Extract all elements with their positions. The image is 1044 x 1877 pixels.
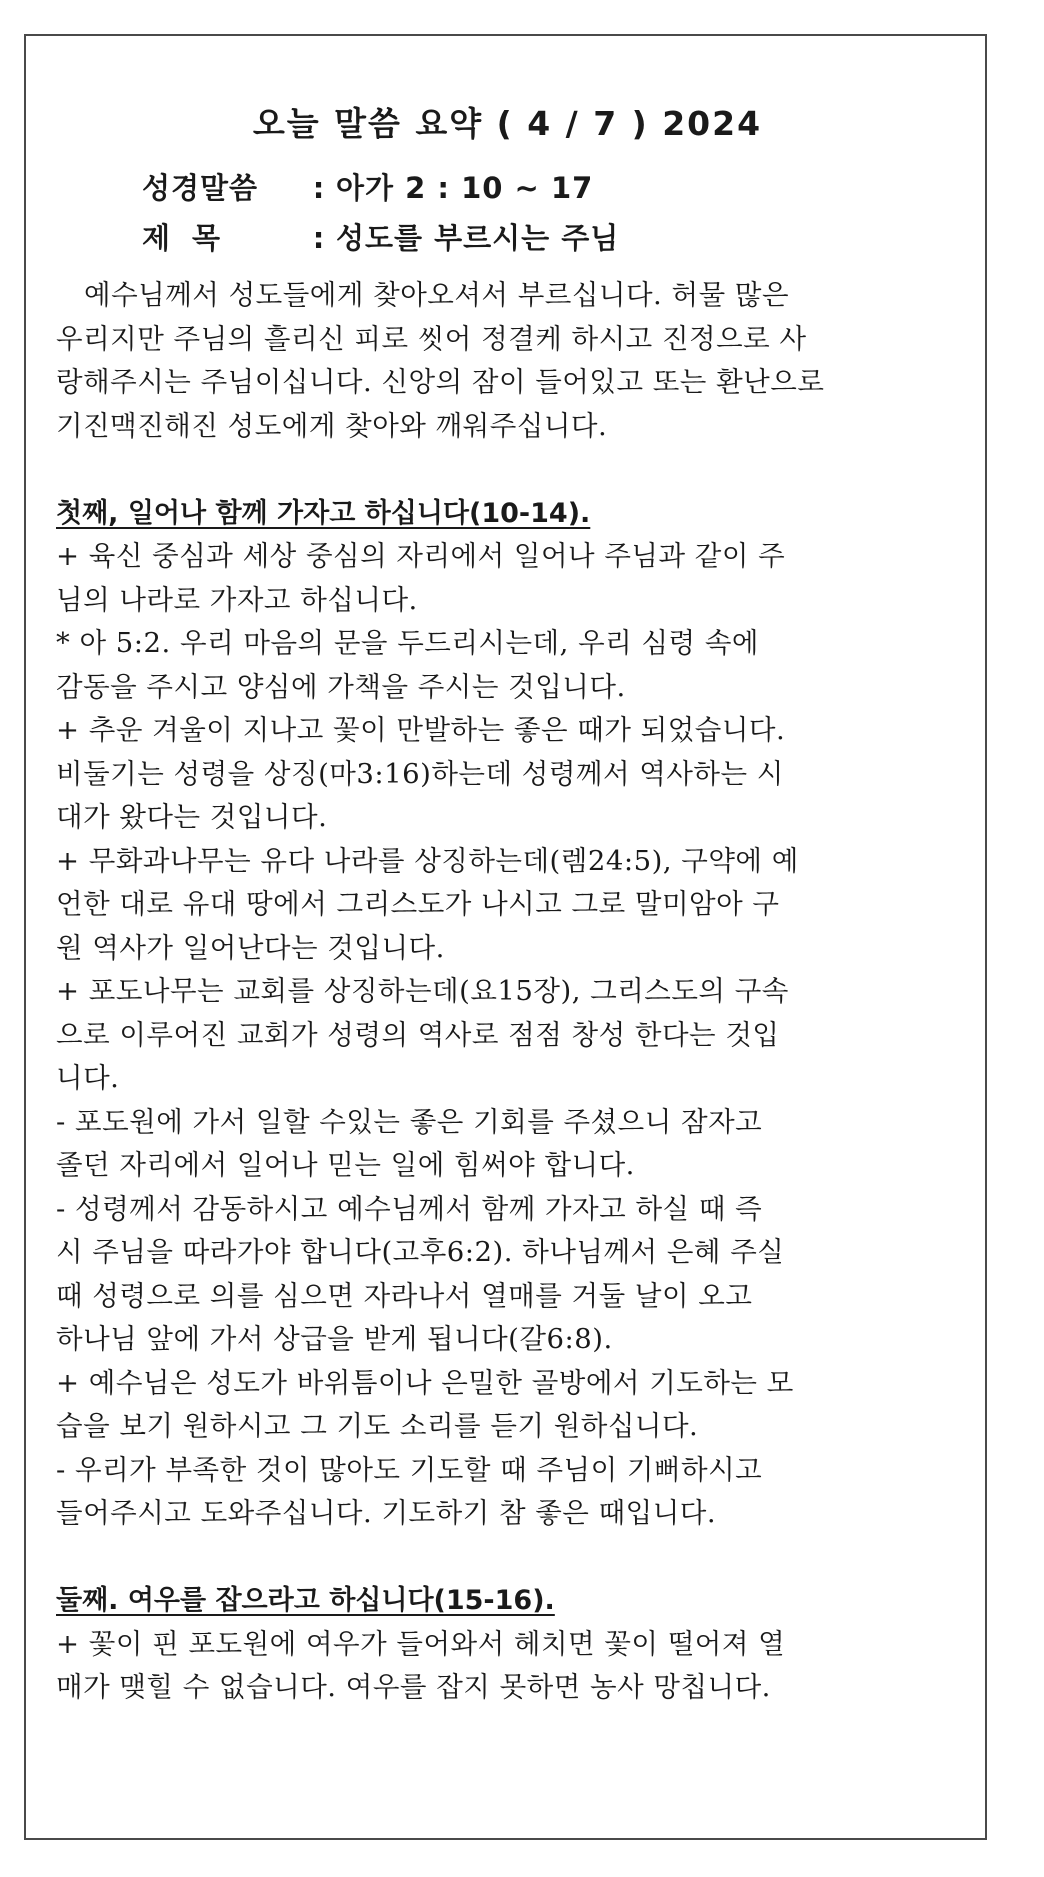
- section1-line: + 육신 중심과 세상 중심의 자리에서 일어나 주님과 같이 주: [56, 540, 786, 572]
- section1-line: 님의 나라로 가자고 하십니다.: [56, 583, 418, 616]
- document-frame: [24, 34, 987, 1840]
- scripture-colon: :: [312, 171, 326, 205]
- section1-line: + 추운 겨울이 지나고 꽃이 만발하는 좋은 때가 되었습니다.: [56, 714, 786, 746]
- subject-value: 성도를 부르시는 주님: [336, 221, 620, 255]
- section1-line: 하나님 앞에 가서 상급을 받게 됩니다(갈6:8).: [56, 1323, 613, 1355]
- section1-line: * 아 5:2. 우리 마음의 문을 두드리시는데, 우리 심령 속에: [56, 627, 759, 659]
- section1-line: - 우리가 부족한 것이 많아도 기도할 때 주님이 기뻐하시고: [56, 1453, 763, 1486]
- section1-heading-text: 첫째, 일어나 함께 가자고 하십니다(10-14).: [56, 497, 591, 529]
- section1-line: 으로 이루어진 교회가 성령의 역사로 점점 창성 한다는 것입: [56, 1018, 780, 1051]
- section1-line: + 예수님은 성도가 바위틈이나 은밀한 골방에서 기도하는 모: [56, 1366, 794, 1399]
- section1-line: 언한 대로 유대 땅에서 그리스도가 나시고 그로 말미암아 구: [56, 888, 780, 920]
- section1-line: 때 성령으로 의를 심으면 자라나서 열매를 거둘 날이 오고: [56, 1279, 753, 1312]
- section1-line: 대가 왔다는 것입니다.: [56, 801, 328, 833]
- section1-line: 졸던 자리에서 일어나 믿는 일에 힘써야 합니다.: [56, 1149, 635, 1181]
- scripture-line: [142, 166, 593, 207]
- section1-line: 시 주님을 따라가야 합니다(고후6:2). 하나님께서 은혜 주실: [56, 1236, 785, 1268]
- page-title: 오늘 말씀 요약 ( 4 / 7 ) 2024: [252, 104, 763, 143]
- section2-heading: [56, 1579, 956, 1623]
- section1-line: + 무화과나무는 유다 나라를 상징하는데(렘24:5), 구약에 예: [56, 844, 799, 877]
- section1-line: 습을 보기 원하시고 그 기도 소리를 듣기 원하십니다.: [56, 1410, 699, 1442]
- subject-colon: :: [312, 221, 326, 255]
- section1-line: - 성령께서 감동하시고 예수님께서 함께 가자고 하실 때 즉: [56, 1192, 763, 1225]
- section1-line: + 포도나무는 교회를 상징하는데(요15장), 그리스도의 구속: [56, 975, 789, 1007]
- paragraph-gap: [56, 1536, 956, 1580]
- section2-line: + 꽃이 핀 포도원에 여우가 들어와서 헤치면 꽃이 떨어져 열: [56, 1627, 786, 1660]
- subject-label: 제목: [142, 221, 243, 255]
- intro-line: 기진맥진해진 성도에게 찾아와 깨워주십니다.: [56, 409, 608, 442]
- section1-line: 니다.: [56, 1062, 120, 1094]
- section1-line: - 포도원에 가서 일할 수있는 좋은 기회를 주셨으니 잠자고: [56, 1105, 763, 1138]
- section1-line: 들어주시고 도와주십니다. 기도하기 참 좋은 때입니다.: [56, 1497, 717, 1529]
- intro-line: 랑해주시는 주님이십니다. 신앙의 잠이 들어있고 또는 환난으로: [56, 366, 825, 398]
- scripture-value: 아가 2 : 10 ~ 17: [336, 171, 594, 205]
- intro-line: 예수님께서 성도들에게 찾아오셔서 부르십니다. 허물 많은: [84, 279, 790, 311]
- section2-heading-text: 둘째. 여우를 잡으라고 하십니다(15-16).: [56, 1585, 555, 1616]
- sermon-body: [56, 274, 956, 1710]
- section1-line: 원 역사가 일어난다는 것입니다.: [56, 931, 445, 964]
- paragraph-gap: [56, 448, 956, 492]
- section2-line: 매가 맺힐 수 없습니다. 여우를 잡지 못하면 농사 망칩니다.: [56, 1671, 771, 1703]
- intro-line: 우리지만 주님의 흘리신 피로 씻어 정결케 하시고 진정으로 사: [56, 322, 807, 355]
- section1-heading: [56, 492, 956, 536]
- scripture-label: 성경말씀: [142, 171, 259, 205]
- section1-line: 감동을 주시고 양심에 가책을 주시는 것입니다.: [56, 670, 626, 703]
- subject-line: [142, 216, 619, 257]
- section1-line: 비둘기는 성령을 상징(마3:16)하는데 성령께서 역사하는 시: [56, 757, 784, 790]
